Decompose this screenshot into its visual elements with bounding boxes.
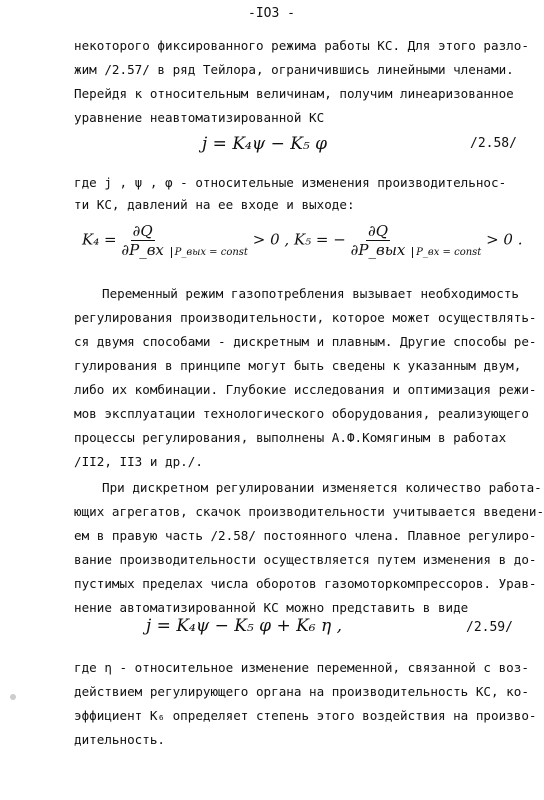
- paragraph4-line-1: где η - относительное изменение переменной, связанной с воз-: [74, 660, 529, 675]
- k4-denominator: ∂P_вх: [121, 241, 164, 259]
- equation-2-59-number: /2.59/: [466, 620, 513, 635]
- paragraph4-line-4: дительность.: [74, 732, 165, 747]
- paragraph1-line-4: уравнение неавтоматизированной КС: [74, 110, 325, 125]
- k4-fraction: [121, 222, 164, 259]
- paragraph2-line-4: гулирования в принципе могут быть сведены к указанным двум,: [74, 358, 522, 373]
- paragraph3-line-4: вание производительности осуществляется путем изменения в до-: [74, 552, 537, 567]
- coefficient-definitions: [82, 222, 523, 259]
- paragraph3-line-6: нение автоматизированной КС можно представить в виде: [74, 600, 469, 615]
- equation-2-58-number: /2.58/: [470, 136, 517, 151]
- paragraph1-line-1: некоторого фиксированного режима работы КС. Для этого разло-: [74, 38, 529, 53]
- where-line-2: ти КС, давлений на ее входе и выходе:: [74, 197, 355, 212]
- paragraph3-line-5: пустимых пределах числа оборотов газомоторкомпрессоров. Урав-: [74, 576, 537, 591]
- paragraph1-line-3: Перейдя к относительным величинам, получим линеаризованное: [74, 86, 514, 101]
- paragraph2-line-5: либо их комбинации. Глубокие исследования и оптимизация режи-: [74, 382, 537, 397]
- paragraph4-line-3: эффициент K₆ определяет степень этого воздействия на произво-: [74, 708, 537, 723]
- paragraph4-line-2: действием регулирующего органа на производительность КС, ко-: [74, 684, 529, 699]
- paragraph3-line-1: При дискретном регулировании изменяется количество работа-: [102, 480, 542, 495]
- k5-condition: P_вх = const: [412, 247, 481, 258]
- where-line-1: где j , ψ , φ - относительные изменения производительнос-: [74, 175, 507, 190]
- scan-speck: [10, 694, 16, 700]
- k5-lhs: K₅ = −: [293, 230, 346, 249]
- paragraph2-line-2: регулирования производительности, которое может осуществлять-: [74, 310, 537, 325]
- paragraph2-line-1: Переменный режим газопотребления вызывает необходимость: [102, 286, 520, 301]
- paragraph2-line-3: ся двумя способами - дискретным и плавным. Другие способы ре-: [74, 334, 537, 349]
- k4-condition: P_вых = const: [171, 247, 248, 258]
- paragraph2-line-8: /II2, II3 и др./.: [74, 454, 203, 469]
- k5-denominator: ∂P_вых: [350, 241, 406, 259]
- equation-2-58: j = K₄ψ − K₅ φ: [202, 134, 328, 154]
- k4-relation: > 0 ,: [252, 230, 290, 249]
- k5-fraction: [351, 222, 406, 259]
- k5-relation: > 0 .: [486, 230, 523, 249]
- k5-numerator: ∂Q: [367, 222, 389, 240]
- k4-lhs: K₄ =: [82, 230, 117, 249]
- paragraph2-line-7: процессы регулирования, выполнены А.Ф.Комягиным в работах: [74, 430, 507, 445]
- paragraph2-line-6: мов эксплуатации технологического оборудования, реализующего: [74, 406, 529, 421]
- equation-2-59: j = K₄ψ − K₅ φ + K₆ η ,: [146, 616, 343, 636]
- page-number: -IO3 -: [248, 6, 295, 21]
- paragraph1-line-2: жим /2.57/ в ряд Тейлора, ограничившись линейными членами.: [74, 62, 514, 77]
- paragraph3-line-2: ющих агрегатов, скачок производительности учитывается введени-: [74, 504, 544, 519]
- paragraph3-line-3: ем в правую часть /2.58/ постоянного члена. Плавное регулиро-: [74, 528, 537, 543]
- k4-numerator: ∂Q: [132, 222, 153, 240]
